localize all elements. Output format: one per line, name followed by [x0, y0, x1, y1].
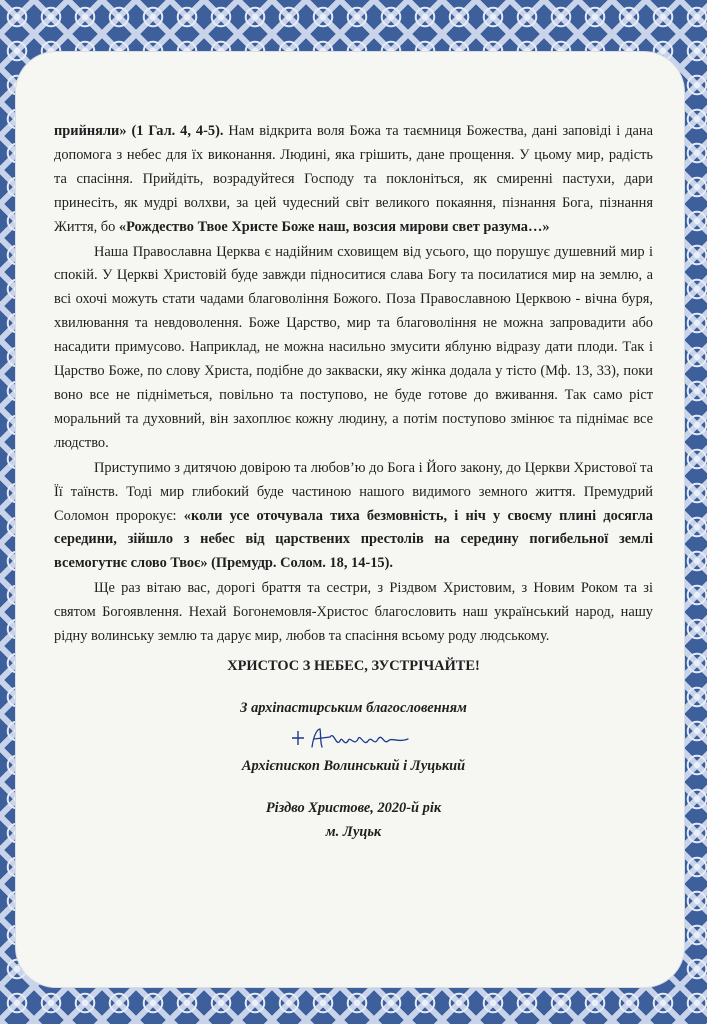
- handwritten-signature: [54, 721, 653, 755]
- bold-troparion: «Рождество Твое Христе Боже наш, возсия мирови свет разума…»: [118, 218, 550, 235]
- paragraph-4: Ще раз вітаю вас, дорогі браття та сестри, з Різдвом Христовим, з Новим Роком та зі святом Богоявлення. Нехай Богонемовля-Христос благословить наш український народ, нашу рідну волинську землю та дарує мир, любов та спасіння всьому роду людському.: [54, 580, 653, 645]
- signature-icon: [284, 721, 424, 755]
- closing-greeting: ХРИСТОС З НЕБЕС, ЗУСТРІЧАЙТЕ!: [227, 657, 480, 674]
- letter-city: м. Луцьк: [325, 823, 382, 840]
- paragraph-3: [54, 457, 653, 577]
- letter-date: Різдво Христове, 2020-й рік: [265, 799, 442, 816]
- letter-page: [16, 52, 684, 987]
- blessing-line: З архіпастирським благословенням: [240, 699, 467, 716]
- closing-block: [54, 655, 653, 845]
- paragraph-2: Наша Православна Церква є надійним сховищем від усього, що порушує душевний мир і спокій. У Церкві Христовій буде завжди підноситися слава Богу та посилатися мир на землю, а всі охочі можуть стати чадами благовоління Божого. Поза Православною Церквою - вічна буря, хвилювання та невдоволення. Боже Царство, мир та благовоління не можна запровадити або насадити примусово. Наприклад, не можна насильно змусити яблуню відразу дати плоди. Так і Царство Боже, по слову Христа, подібне до закваски, яку жінка додала у тісто (Мф. 13, 33), поки воно все не підніметься, повільно та поступово, не буде готове до вживання. Так само ріст моральний та духовний, він захоплює кожну людину, а потім поступово змінює та піднімає все людство.: [54, 243, 653, 451]
- signer-title: Архієпископ Волинський і Луцький: [241, 757, 466, 774]
- bold-opening: прийняли» (1 Гал. 4, 4-5).: [54, 123, 224, 139]
- letter-body: [54, 120, 653, 844]
- paragraph-3-text: Приступимо з дитячою довірою та любов’ю до Бога і Його закону, до Церкви Христової та Її таїнств. Тоді мир глибокий буде частиною нашого видимого земного життя. Премудрий Соломон пророкує:: [54, 459, 653, 524]
- bold-solomon-quote: «коли усе оточувала тиха безмовність, і ніч у своєму плині досягла середини, зійшло з небес від царствених престолів на середину погибельної землі всемогутнє слово Твоє» (Премудр. Солом. 18, 14-15).: [54, 507, 654, 572]
- paragraph-1-text: Нам відкрита воля Божа та таємниця Божества, дані заповіді і дана допомога з небес для їх виконання. Людині, яка грішить, дане прощення. У цьому мир, радість та спасіння. Прийдіть, возрадуйтеся Господу та поклоніться, як смиренні пастухи, дари принесіть, як мудрі волхви, за цей чудесний світ великого покаяння, пізнання Бога, пізнання Життя, бо: [54, 123, 653, 235]
- paragraph-1: [54, 120, 653, 240]
